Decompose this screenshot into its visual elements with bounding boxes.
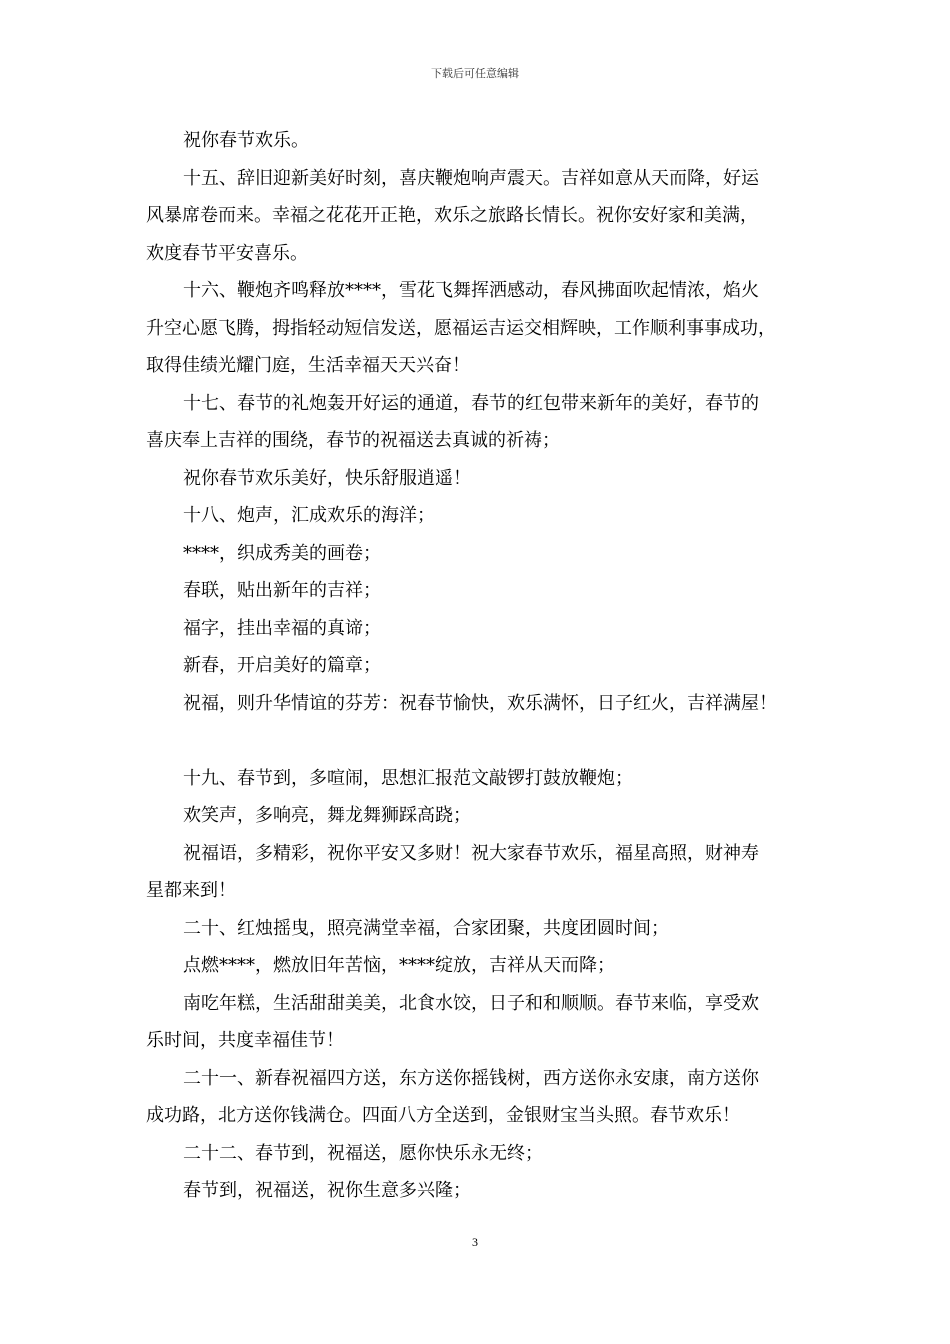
text-line: 喜庆奉上吉祥的围绕，春节的祝福送去真诚的祈祷； xyxy=(146,430,560,451)
document-body xyxy=(146,122,814,1210)
text-line: 祝你春节欢乐。 xyxy=(183,130,309,151)
text-line: 南吃年糕，生活甜甜美美，北食水饺，日子和和顺顺。春节来临，享受欢 xyxy=(183,992,759,1014)
text-line: 点燃****，燃放旧年苦恼，****绽放，吉祥从天而降； xyxy=(183,955,615,976)
text-line: 二十一、新春祝福四方送，东方送你摇钱树，西方送你永安康，南方送你 xyxy=(183,1067,759,1089)
text-line: 春节到，祝福送，祝你生意多兴隆； xyxy=(183,1180,471,1201)
text-line: 风暴席卷而来。幸福之花花开正艳，欢乐之旅路长情长。祝你安好家和美满， xyxy=(146,205,758,226)
text-line: 乐时间，共度幸福佳节！ xyxy=(146,1030,344,1051)
text-line: 成功路，北方送你钱满仓。四面八方全送到，金银财宝当头照。春节欢乐！ xyxy=(146,1105,740,1126)
text-line: 星都来到！ xyxy=(146,880,236,901)
text-line: 十八、炮声，汇成欢乐的海洋； xyxy=(183,505,435,526)
text-line: 福字，挂出幸福的真谛； xyxy=(183,617,381,639)
text-line: 欢度春节平安喜乐。 xyxy=(146,242,308,264)
text-line: 十七、春节的礼炮轰开好运的通道，春节的红包带来新年的美好，春节的 xyxy=(183,392,759,414)
blank-line xyxy=(146,722,814,760)
text-line: ****，织成秀美的画卷； xyxy=(183,542,381,564)
text-line: 升空心愿飞腾，拇指轻动短信发送，愿福运吉运交相辉映，工作顺利事事成功， xyxy=(146,317,776,339)
page-header: 下载后可任意编辑 xyxy=(431,67,519,80)
text-line: 十九、春节到，多喧闹，思想汇报范文敲锣打鼓放鞭炮； xyxy=(183,767,633,789)
text-line: 二十二、春节到，祝福送，愿你快乐永无终； xyxy=(183,1142,543,1164)
text-line: 祝福，则升华情谊的芬芳：祝春节愉快，欢乐满怀，日子红火，吉祥满屋！ xyxy=(183,692,777,714)
text-line: 新春，开启美好的篇章； xyxy=(183,655,381,676)
text-line: 祝你春节欢乐美好，快乐舒服逍遥！ xyxy=(183,467,471,489)
text-line: 春联，贴出新年的吉祥； xyxy=(183,580,381,601)
text-line: 祝福语，多精彩，祝你平安又多财！祝大家春节欢乐，福星高照，财神寿 xyxy=(183,842,759,864)
page-number: 3 xyxy=(472,1235,478,1249)
text-line: 二十、红烛摇曳，照亮满堂幸福，合家团聚，共度团圆时间； xyxy=(183,917,669,939)
text-line: 十五、辞旧迎新美好时刻，喜庆鞭炮响声震天。吉祥如意从天而降，好运 xyxy=(183,167,759,189)
text-line: 取得佳绩光耀门庭，生活幸福天天兴奋！ xyxy=(146,355,470,376)
text-line: 欢笑声，多响亮，舞龙舞狮踩高跷； xyxy=(183,805,471,826)
text-line: 十六、鞭炮齐鸣释放****，雪花飞舞挥洒感动，春风拂面吹起情浓，焰火 xyxy=(183,280,759,301)
